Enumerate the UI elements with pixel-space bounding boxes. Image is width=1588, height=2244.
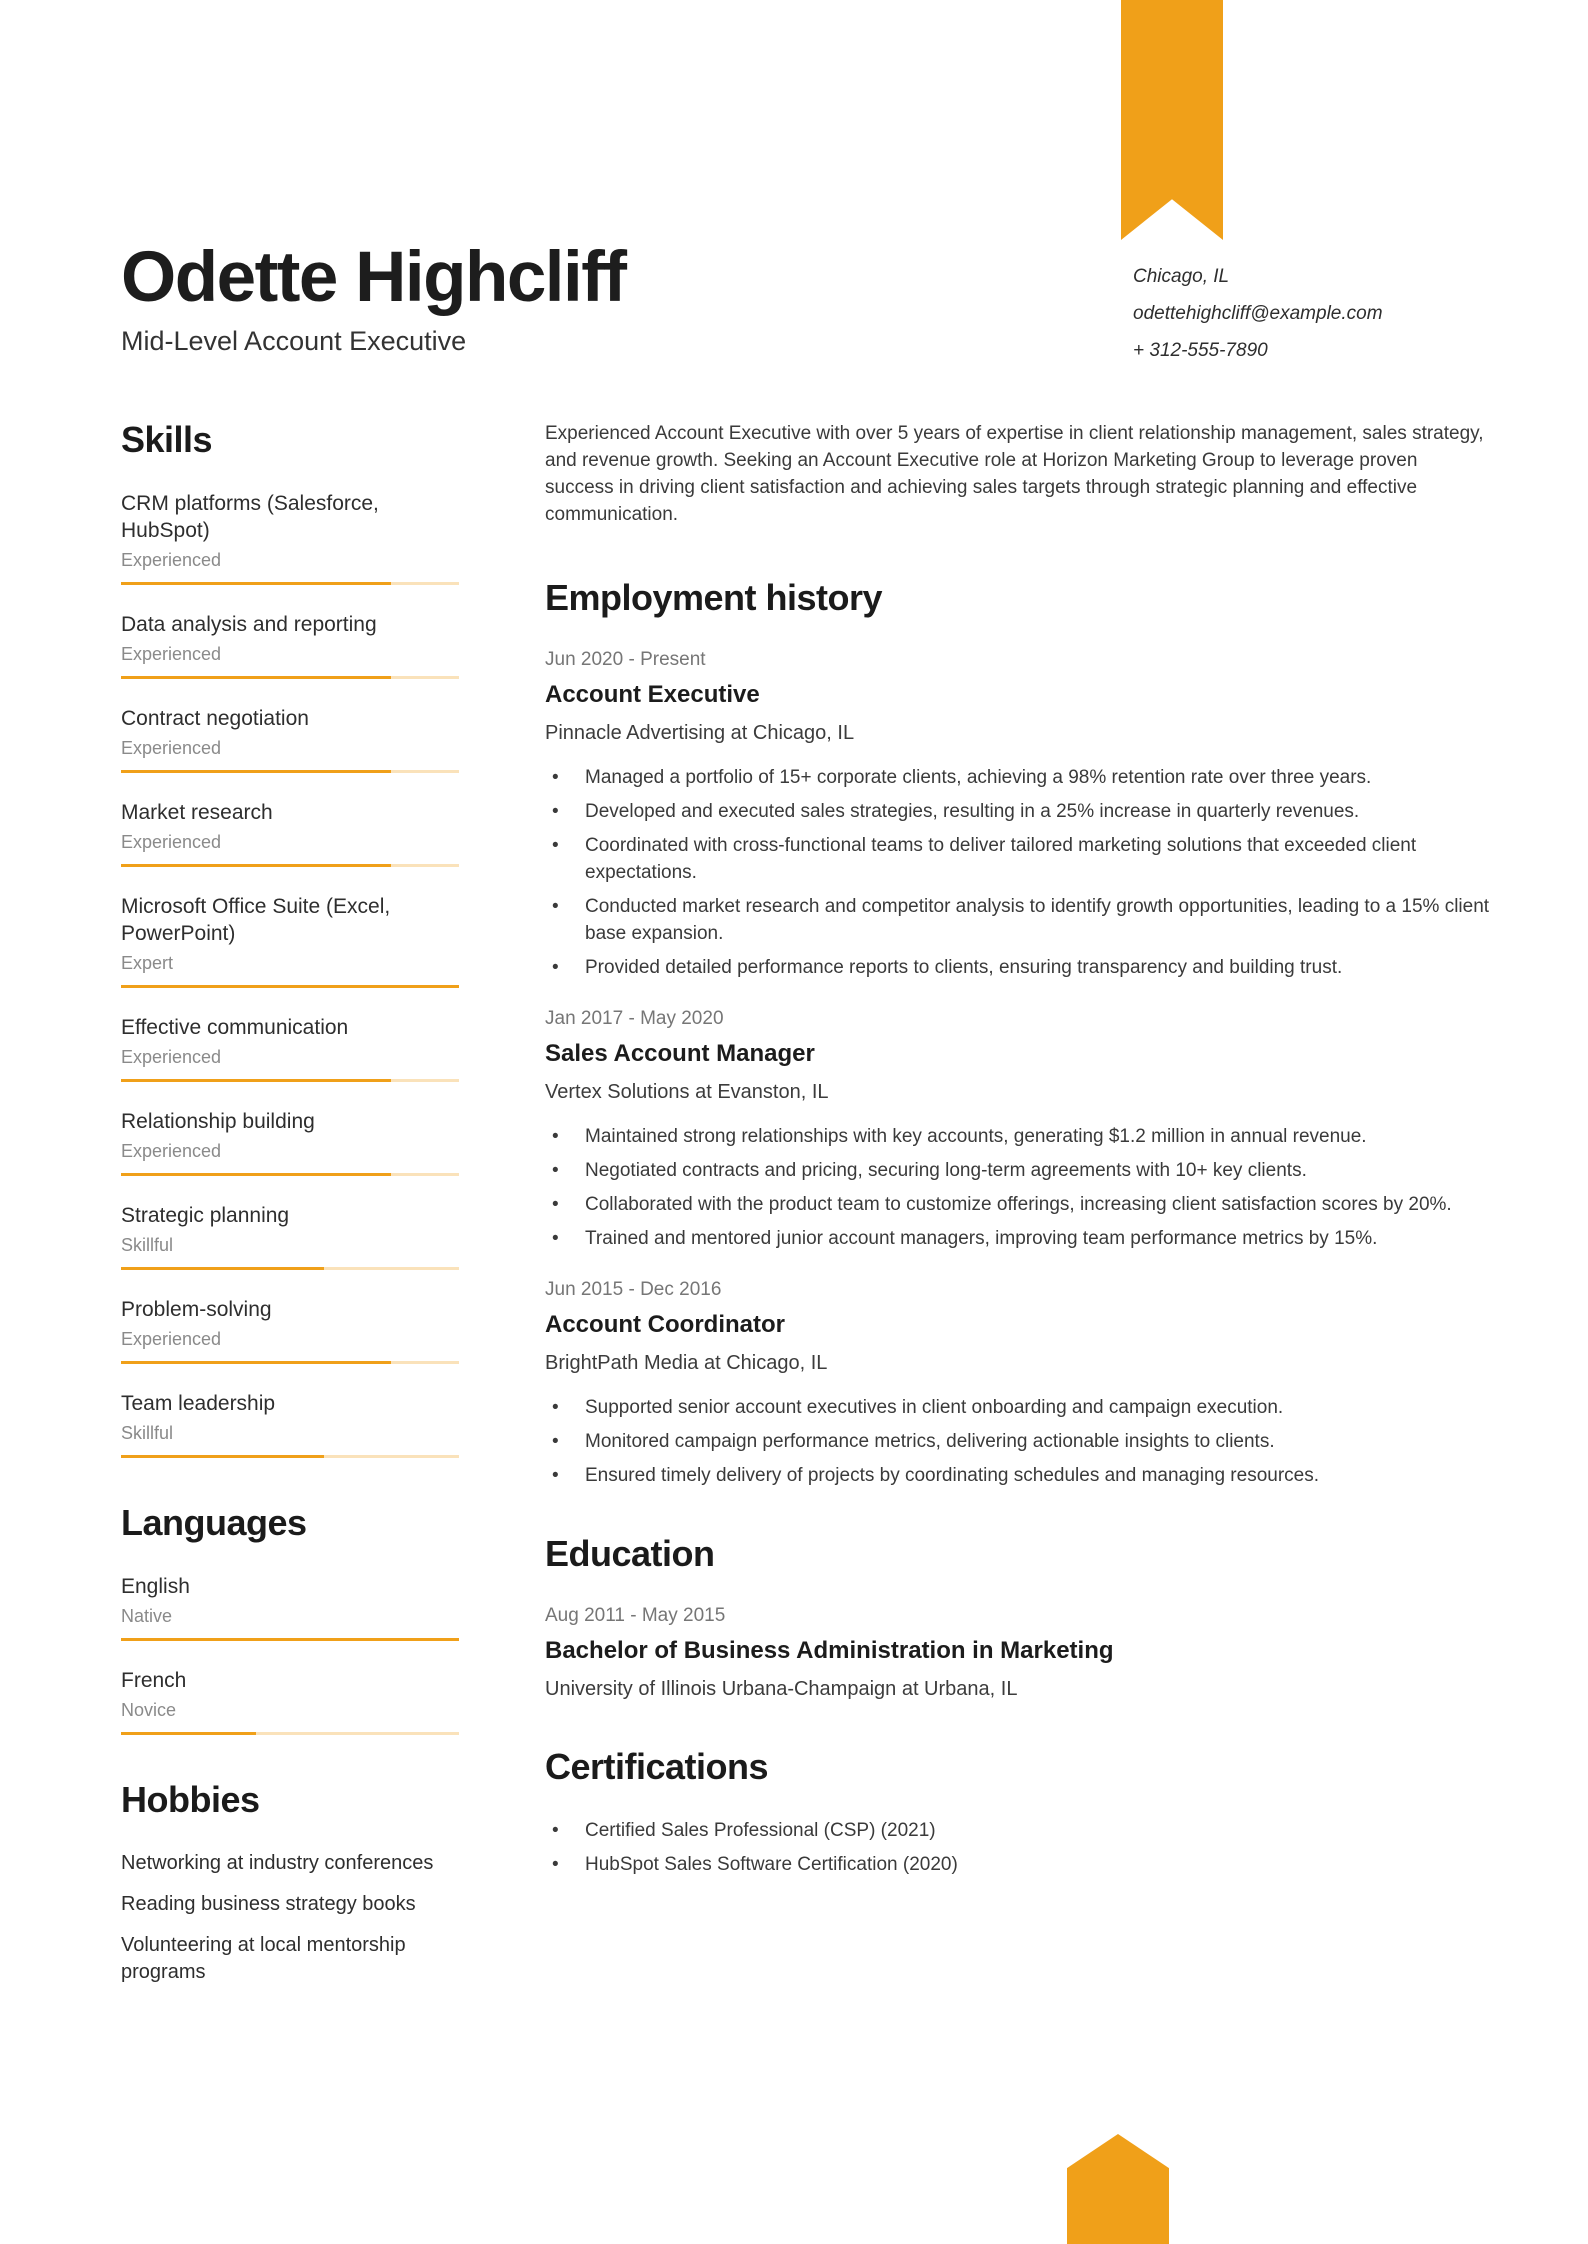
skill-level-label: Experienced — [121, 738, 222, 758]
education-degree: Bachelor of Business Administration in Marketing — [545, 1637, 1114, 1664]
hobby-item: Volunteering at local mentorship programs — [121, 1934, 406, 1983]
job-bullet-list — [545, 1123, 1490, 1252]
skill-progress-fill — [121, 1079, 391, 1082]
certification-list — [545, 1817, 1490, 1878]
skills-heading: Skills — [121, 419, 213, 460]
skill-name: Team leadership — [121, 1392, 276, 1415]
skill-progress-track — [121, 1361, 459, 1364]
language-item — [121, 1573, 459, 1641]
language-name: French — [121, 1669, 187, 1692]
skill-progress-track — [121, 770, 459, 773]
job-dates: Jan 2017 - May 2020 — [545, 1008, 724, 1029]
skill-item — [121, 611, 459, 679]
skill-name: Contract negotiation — [121, 707, 309, 730]
language-progress-track — [121, 1732, 459, 1735]
skill-progress-track — [121, 1173, 459, 1176]
job-bullet: • Conducted market research and competitor analysis to identify growth opportunities, leading to a 15% client base expansion. — [545, 893, 1490, 947]
skill-level-label: Experienced — [121, 1329, 222, 1349]
footer-arrow-shape — [1067, 2134, 1169, 2244]
education-dates: Aug 2011 - May 2015 — [545, 1605, 726, 1626]
certification-item: • HubSpot Sales Software Certification (2020) — [545, 1851, 1490, 1878]
job-entry — [545, 1007, 1490, 1252]
job-company: Vertex Solutions at Evanston, IL — [545, 1081, 829, 1103]
skill-name: Effective communication — [121, 1016, 349, 1039]
skill-level-label: Expert — [121, 953, 174, 973]
job-bullet: • Collaborated with the product team to customize offerings, increasing client satisfaction scores by 20%. — [545, 1191, 1490, 1218]
skill-progress-track — [121, 1455, 459, 1458]
skill-item — [121, 893, 459, 988]
job-headline: Mid-Level Account Executive — [121, 326, 467, 356]
skill-item — [121, 1202, 459, 1270]
job-bullet: • Ensured timely delivery of projects by coordinating schedules and managing resources. — [545, 1462, 1490, 1489]
job-bullet-list — [545, 1394, 1490, 1489]
job-bullet: • Developed and executed sales strategies, resulting in a 25% increase in quarterly revenues. — [545, 798, 1490, 825]
job-bullet: • Trained and mentored junior account managers, improving team performance metrics by 15%. — [545, 1225, 1490, 1252]
person-name: Odette Highcliff — [121, 238, 626, 317]
skill-progress-fill — [121, 770, 391, 773]
skill-item — [121, 705, 459, 773]
job-dates: Jun 2020 - Present — [545, 649, 706, 670]
skill-name: Problem-solving — [121, 1298, 272, 1321]
job-entry — [545, 1278, 1490, 1489]
skill-name: Microsoft Office Suite (Excel, PowerPoint) — [121, 895, 391, 945]
skill-level-label: Skillful — [121, 1235, 174, 1255]
skill-progress-track — [121, 1267, 459, 1270]
skill-item — [121, 1296, 459, 1364]
skill-name: Data analysis and reporting — [121, 613, 377, 636]
skill-level-label: Experienced — [121, 1141, 222, 1161]
skill-progress-fill — [121, 864, 391, 867]
employment-history-heading: Employment history — [545, 577, 883, 618]
skill-progress-track — [121, 1079, 459, 1082]
skill-item — [121, 1014, 459, 1082]
bookmark-ribbon — [1121, 0, 1223, 240]
skill-level-label: Experienced — [121, 550, 222, 570]
skill-name: Relationship building — [121, 1110, 315, 1133]
language-level-label: Novice — [121, 1700, 177, 1720]
header — [121, 240, 1081, 357]
job-bullet: • Negotiated contracts and pricing, securing long-term agreements with 10+ key clients. — [545, 1157, 1490, 1184]
language-level-label: Native — [121, 1606, 173, 1626]
contact-email: odettehighcliff@example.com — [1133, 303, 1383, 324]
certifications-heading: Certifications — [545, 1746, 769, 1787]
language-name: English — [121, 1575, 190, 1598]
skill-progress-track — [121, 864, 459, 867]
skill-progress-fill — [121, 985, 459, 988]
skill-name: Market research — [121, 801, 273, 824]
skill-progress-fill — [121, 1267, 324, 1270]
skill-progress-track — [121, 985, 459, 988]
skill-item — [121, 1390, 459, 1458]
job-bullet: • Supported senior account executives in client onboarding and campaign execution. — [545, 1394, 1490, 1421]
hobby-item: Reading business strategy books — [121, 1893, 416, 1915]
language-progress-track — [121, 1638, 459, 1641]
job-company: BrightPath Media at Chicago, IL — [545, 1352, 828, 1374]
certification-item: • Certified Sales Professional (CSP) (2021) — [545, 1817, 1490, 1844]
job-bullet: • Managed a portfolio of 15+ corporate clients, achieving a 98% retention rate over three years. — [545, 764, 1490, 791]
skill-progress-track — [121, 582, 459, 585]
job-dates: Jun 2015 - Dec 2016 — [545, 1279, 722, 1300]
skill-item — [121, 799, 459, 867]
skill-progress-fill — [121, 582, 391, 585]
language-item — [121, 1667, 459, 1735]
job-company: Pinnacle Advertising at Chicago, IL — [545, 722, 855, 744]
skill-level-label: Skillful — [121, 1423, 174, 1443]
education-school: University of Illinois Urbana-Champaign at Urbana, IL — [545, 1678, 1018, 1700]
sidebar — [121, 420, 459, 2000]
job-entry — [545, 648, 1490, 981]
languages-heading: Languages — [121, 1502, 307, 1543]
job-bullet: • Coordinated with cross-functional teams to deliver tailored marketing solutions that exceeded client expectations. — [545, 832, 1490, 886]
skill-progress-fill — [121, 1455, 324, 1458]
job-bullet: • Provided detailed performance reports to clients, ensuring transparency and building trust. — [545, 954, 1490, 981]
skill-name: Strategic planning — [121, 1204, 290, 1227]
skill-item — [121, 490, 459, 585]
education-heading: Education — [545, 1533, 715, 1574]
job-bullet-list — [545, 764, 1490, 981]
skill-progress-fill — [121, 1173, 391, 1176]
skill-progress-fill — [121, 1361, 391, 1364]
skill-item — [121, 1108, 459, 1176]
hobby-item: Networking at industry conferences — [121, 1852, 434, 1874]
language-progress-fill — [121, 1638, 459, 1641]
profile-summary: Experienced Account Executive with over 5 years of expertise in client relationship management, sales strategy, and revenue growth. Seeking an Account Executive role at Horizon Marketing Group to leverage proven success in driving client satisfaction and achieving sales targets through strategic planning and effective communication. — [545, 423, 1484, 525]
job-bullet: • Maintained strong relationships with key accounts, generating $1.2 million in annual revenue. — [545, 1123, 1490, 1150]
education-entry — [545, 1604, 1490, 1702]
job-title: Sales Account Manager — [545, 1040, 815, 1067]
skill-level-label: Experienced — [121, 832, 222, 852]
skill-level-label: Experienced — [121, 644, 222, 664]
contact-phone: + 312-555-7890 — [1133, 340, 1268, 361]
skill-name: CRM platforms (Salesforce, HubSpot) — [121, 492, 379, 542]
contact-location: Chicago, IL — [1133, 266, 1230, 287]
skill-level-label: Experienced — [121, 1047, 222, 1067]
hobbies-heading: Hobbies — [121, 1779, 260, 1820]
job-title: Account Executive — [545, 681, 760, 708]
job-title: Account Coordinator — [545, 1311, 785, 1338]
contact-block — [1133, 258, 1553, 369]
job-bullet: • Monitored campaign performance metrics, delivering actionable insights to clients. — [545, 1428, 1490, 1455]
skill-progress-track — [121, 676, 459, 679]
language-progress-fill — [121, 1732, 256, 1735]
skill-progress-fill — [121, 676, 391, 679]
main-content — [545, 420, 1490, 1885]
